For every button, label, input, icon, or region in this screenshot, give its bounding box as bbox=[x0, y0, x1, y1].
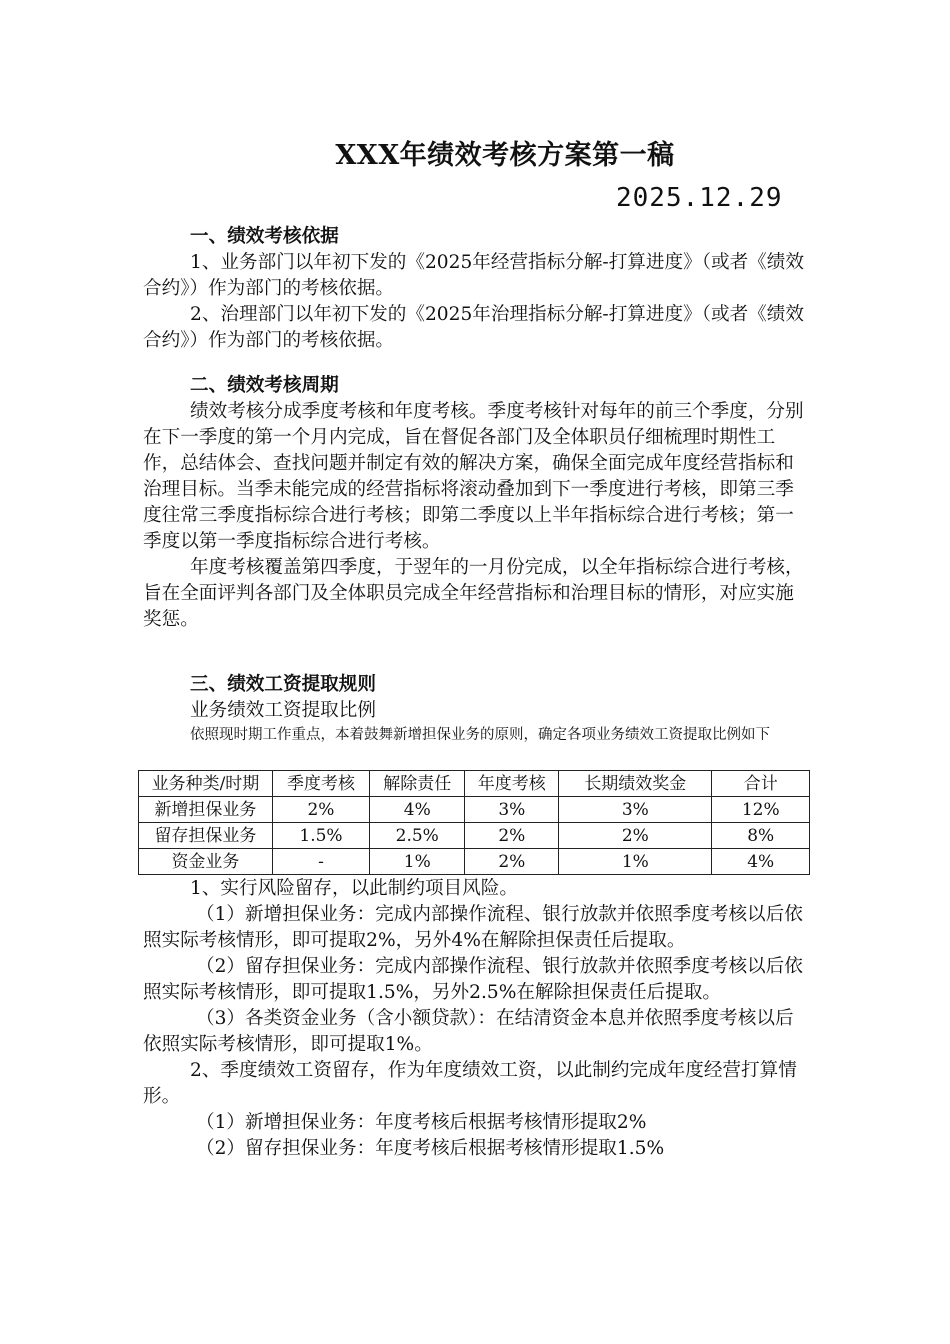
table-cell: 1% bbox=[559, 849, 712, 875]
rule-subitem: （1）新增担保业务：年度考核后根据考核情形提取2% bbox=[196, 1112, 647, 1133]
table-cell: 资金业务 bbox=[139, 849, 273, 875]
table-cell: 2% bbox=[272, 797, 369, 823]
rule-item: 1、实行风险留存，以此制约项目风险。 bbox=[190, 878, 518, 899]
paragraph: 年度考核覆盖第四季度，于翌年的一月份完成，以全年指标综合进行考核，旨在全面评判各部门及全体职员完成全年经营指标和治理目标的情形，对应实施奖惩。 bbox=[143, 557, 804, 630]
section-rules bbox=[143, 672, 807, 746]
rule-subitem: （3）各类资金业务（含小额贷款）：在结清资金本息并依照季度考核以后依照实际考核情形，即可提取1%。 bbox=[143, 1008, 794, 1055]
subheading: 业务绩效工资提取比例 bbox=[190, 700, 376, 721]
rule-subitem: （1）新增担保业务：完成内部操作流程、银行放款并依照季度考核以后依照实际考核情形，即可提取2%，另外4%在解除担保责任后提取。 bbox=[143, 904, 803, 951]
table-header-cell: 合计 bbox=[712, 771, 810, 797]
table-cell: 1% bbox=[370, 849, 465, 875]
section-heading: 三、绩效工资提取规则 bbox=[190, 674, 376, 695]
document-date: 2025.12.29 bbox=[616, 183, 783, 213]
table-cell: 12% bbox=[712, 797, 810, 823]
table-cell: 3% bbox=[465, 797, 559, 823]
table-header-cell: 解除责任 bbox=[370, 771, 465, 797]
table-cell: 留存担保业务 bbox=[139, 823, 273, 849]
table-header-cell: 业务种类/时期 bbox=[139, 771, 273, 797]
table-cell: 2.5% bbox=[370, 823, 465, 849]
rule-subitem: （2）留存担保业务：年度考核后根据考核情形提取1.5% bbox=[196, 1138, 665, 1159]
table-header-cell: 季度考核 bbox=[272, 771, 369, 797]
table-cell: 8% bbox=[712, 823, 810, 849]
section-heading: 二、绩效考核周期 bbox=[190, 375, 339, 396]
paragraph: 1、业务部门以年初下发的《2025年经营指标分解-打算进度》（或者《绩效合约》）作为部门的考核依据。 bbox=[143, 252, 804, 299]
table-cell: 2% bbox=[559, 823, 712, 849]
table-cell: 2% bbox=[465, 849, 559, 875]
table-header-cell: 年度考核 bbox=[465, 771, 559, 797]
table-cell: 新增担保业务 bbox=[139, 797, 273, 823]
table-cell: - bbox=[272, 849, 369, 875]
table-cell: 4% bbox=[370, 797, 465, 823]
table-cell: 4% bbox=[712, 849, 810, 875]
table-cell: 2% bbox=[465, 823, 559, 849]
table-row bbox=[139, 797, 810, 823]
table-row bbox=[139, 823, 810, 849]
table-header-cell: 长期绩效奖金 bbox=[559, 771, 712, 797]
document-title: XXX年绩效考核方案第一稿 bbox=[335, 140, 675, 171]
section-heading: 一、绩效考核依据 bbox=[190, 226, 339, 247]
table-header-row bbox=[139, 771, 810, 797]
ratio-table bbox=[138, 770, 810, 875]
intro-text: 依照现时期工作重点，本着鼓舞新增担保业务的原则，确定各项业务绩效工资提取比例如下 bbox=[190, 727, 770, 743]
table-cell: 3% bbox=[559, 797, 712, 823]
section-cycle bbox=[143, 373, 807, 633]
rule-subitem: （2）留存担保业务：完成内部操作流程、银行放款并依照季度考核以后依照实际考核情形，即可提取1.5%，另外2.5%在解除担保责任后提取。 bbox=[143, 956, 803, 1003]
table-row bbox=[139, 849, 810, 875]
paragraph: 2、治理部门以年初下发的《2025年治理指标分解-打算进度》（或者《绩效合约》）作为部门的考核依据。 bbox=[143, 304, 804, 351]
rule-item: 2、季度绩效工资留存，作为年度绩效工资，以此制约完成年度经营打算情形。 bbox=[143, 1060, 797, 1107]
paragraph: 绩效考核分成季度考核和年度考核。季度考核针对每年的前三个季度，分别在下一季度的第一个月内完成，旨在督促各部门及全体职员仔细梳理时期性工作，总结体会、查找问题并制定有效的解决方案，确保全面完成年度经营指标和治理目标。当季未能完成的经营指标将滚动叠加到下一季度进行考核，即第三季度往常三季度指标综合进行考核；即第二季度以上半年指标综合进行考核；第一季度以第一季度指标综合进行考核。 bbox=[143, 401, 804, 552]
section-basis bbox=[143, 224, 807, 354]
table-cell: 1.5% bbox=[272, 823, 369, 849]
rules-list bbox=[143, 876, 807, 1162]
